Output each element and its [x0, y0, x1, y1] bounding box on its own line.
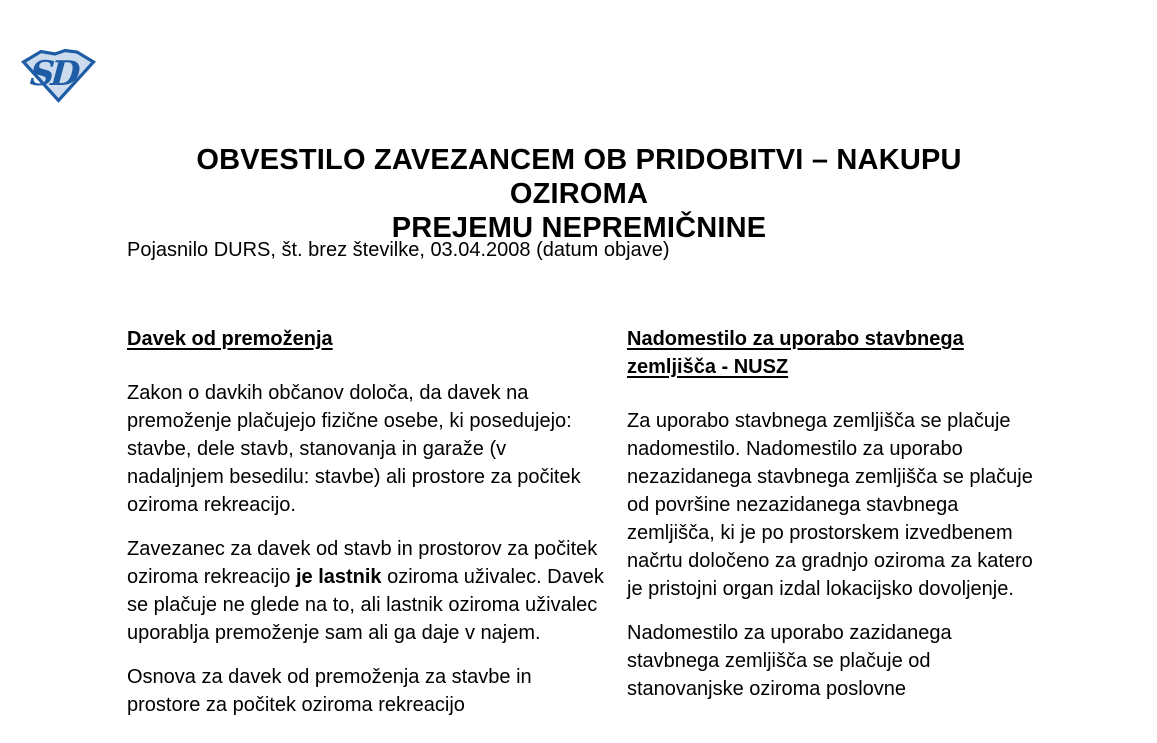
document-title	[124, 143, 1034, 245]
right-paragraph-1: Za uporabo stavbnega zemljišča se plačuje nadomestilo. Nadomestilo za uporabo nezazidanega stavbnega zemljišča se plačuje od površine nezazidanega stavbnega zemljišča, ki je po prostorskem izvedbenem načrtu določeno za gradnjo oziroma za katero je pristojni organ izdal lokacijsko dovoljenje.	[627, 410, 1033, 600]
right-column	[627, 325, 1038, 719]
left-paragraph-3: Osnova za davek od premoženja za stavbe in prostore za počitek oziroma rekreacijo	[127, 666, 532, 716]
left-column	[127, 325, 608, 735]
left-paragraph-1: Zakon o davkih občanov določa, da davek na premoženje plačujejo fizične osebe, ki posedujejo: stavbe, dele stavb, stanovanja in garaže (v nadaljnjem besedilu: stavbe) ali prostore za počitek oziroma rekreacijo.	[127, 382, 581, 516]
sd-logo	[21, 48, 96, 103]
left-column-heading: Davek od premoženja	[127, 328, 333, 350]
logo-letters: SD	[28, 54, 78, 94]
paragraph-bold-text: je lastnik	[295, 566, 382, 588]
left-paragraph-2	[127, 535, 608, 647]
title-line-1: OBVESTILO ZAVEZANCEM OB PRIDOBITVI – NAKUPU OZIROMA	[196, 144, 962, 210]
right-paragraph-2: Nadomestilo za uporabo zazidanega stavbnega zemljišča se plačuje od stanovanjske oziroma poslovne	[627, 622, 952, 700]
right-column-heading: Nadomestilo za uporabo stavbnega zemljišča - NUSZ	[627, 328, 964, 378]
title-line-2: PREJEMU NEPREMIČNINE	[391, 212, 767, 244]
document-subtitle: Pojasnilo DURS, št. brez številke, 03.04.2008 (datum objave)	[127, 239, 670, 261]
paragraph-text: Zavezanec za davek od stavb in prostorov za počitek oziroma rekreacijo	[127, 538, 598, 588]
paragraph-text: oziroma uživalec. Davek se plačuje ne glede na to, ali lastnik oziroma uživalec uporablja premoženje sam ali ga daje v najem.	[127, 566, 604, 644]
